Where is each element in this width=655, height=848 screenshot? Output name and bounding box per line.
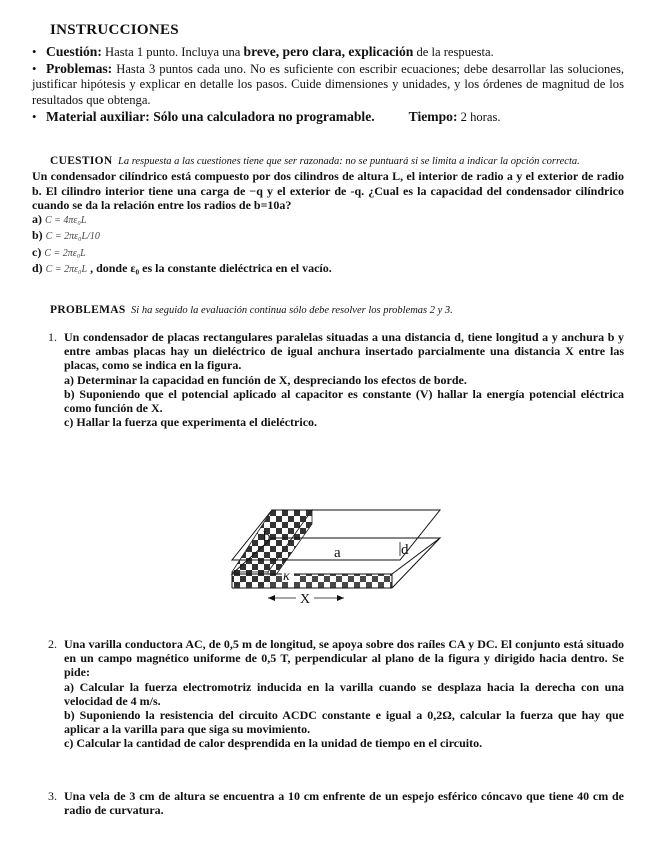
instruction-cuestion: • Cuestión: Hasta 1 punto. Incluya una breve, pero clara, explicación de la respuesta. [32,44,494,59]
instructions-title: INSTRUCCIONES [50,22,179,38]
label-x: X [300,592,311,607]
problem-1-text: Un condensador de placas rectangulares paralelas situadas a una distancia d, tiene longitud a y anchura b y entre ambas placas hay un dieléctrico de igual anchura insertado parcialmente una distancia X entre las placas, como se indica en la figura. [64,330,624,373]
problem-1: 1. Un condensador de placas rectangulares paralelas situadas a una distancia d, tiene longitud a y anchura b y entre ambas placas hay un dieléctrico de igual anchura insertado parcialmente una distancia X entre las placas, como se indica en la figura. a) Determinar la capacidad en función de X, despreciando los efectos de borde. b) Suponiendo que el potencial aplicado al capacitor es constante (V) hallar la energía potencial eléctrica como función de X. c) Hallar la fuerza que experimenta el dieléctrico. [48,330,624,430]
option-d: d) C = 2πε₀L , donde ε₀ es la constante dieléctrica en el vacío. [32,261,332,276]
dielectric-lower [232,574,392,588]
instruction-material: • Material auxiliar: Sólo una calculadora no programable. Tiempo: 2 horas. [32,108,501,124]
problem-2-text: Una varilla conductora AC, de 0,5 m de longitud, se apoya sobre dos raíles CA y DC. El conjunto está situado en un campo magnético uniforme de 0,5 T, perpendicular al plano de la figura y dirigido hacia dentro. Se pide: [64,637,624,680]
label-a: a [334,545,341,561]
option-a: a) C = 4πε₀L [32,212,87,227]
problem-1-c: c) Hallar la fuerza que experimenta el dieléctrico. [64,415,318,430]
bullet-icon: • [32,61,37,76]
problem-3-text: Una vela de 3 cm de altura se encuentra a 10 cm enfrente de un espejo esférico cóncavo que tiene 40 cm de radio de curvatura. [64,789,624,818]
problem-2-b: b) Suponiendo la resistencia del circuito ACDC constante e igual a 0,2Ω, calcular la fuerza que hay que aplicar a la varilla para que siga su movimiento. [64,708,624,737]
problem-3: 3. Una vela de 3 cm de altura se encuentra a 10 cm enfrente de un espejo esférico cóncavo que tiene 40 cm de radio de curvatura. [48,789,624,818]
label-b: b [263,529,271,545]
problemas-header: PROBLEMAS Si ha seguido la evaluación continua sólo debe resolver los problemas 2 y 3. [50,304,453,316]
problem-2-c: c) Calcular la cantidad de calor desprendida en la unidad de tiempo en el circuito. [64,736,483,751]
option-b: b) C = 2πε₀L/10 [32,228,100,243]
bullet-icon: • [32,109,37,124]
instruction-problemas: • Problemas: Hasta 3 puntos cada uno. No es suficiente con escribir ecuaciones; debe desarrollar las soluciones, justificar hipótesis y explicar en detalle los pasos. Cuide dimensiones y unidades, y los órdenes de magnitud de los resultados que obtenga. [32,60,624,107]
bullet-icon: • [32,45,37,59]
problem-2-a: a) Calcular la fuerza electromotriz inducida en la varilla cuando se desplaza hacia la derecha con una velocidad de 4 m/s. [64,679,624,708]
label-kappa: κ [283,569,290,584]
label-d: d [401,542,409,558]
cuestion-header: CUESTION La respuesta a las cuestiones tiene que ser razonada: no se puntuará si se limita a indicar la opción correcta. [50,155,580,167]
option-c: c) C = 2πε₀L [32,244,86,259]
cuestion-text: Un condensador cilíndrico está compuesto por dos cilindros de altura L, el interior de radio a y el exterior de radio b. El cilindro interior tiene una carga de −q y el exterior de -q. ¿Cual es la capacidad del condensador cilíndrico cuando se da la relación entre los radios de b=10a? [32,169,624,212]
problem-1-b: b) Suponiendo que el potencial aplicado al capacitor es constante (V) hallar la energía potencial eléctrica como función de X. [64,386,624,416]
problem-2: 2. Una varilla conductora AC, de 0,5 m de longitud, se apoya sobre dos raíles CA y DC. El conjunto está situado en un campo magnético uniforme de 0,5 T, perpendicular al plano de la figura y dirigido hacia dentro. Se pide: a) Calcular la fuerza electromotriz inducida en la varilla cuando se desplaza hacia la derecha con una velocidad de 4 m/s. b) Suponiendo la resistencia del circuito ACDC constante e igual a 0,2Ω, calcular la fuerza que hay que aplicar a la varilla para que siga su movimiento. c) Calcular la cantidad de calor desprendida en la unidad de tiempo en el circuito. [48,637,624,751]
problem-1-a: a) Determinar la capacidad en función de X, despreciando los efectos de borde. [64,372,467,387]
